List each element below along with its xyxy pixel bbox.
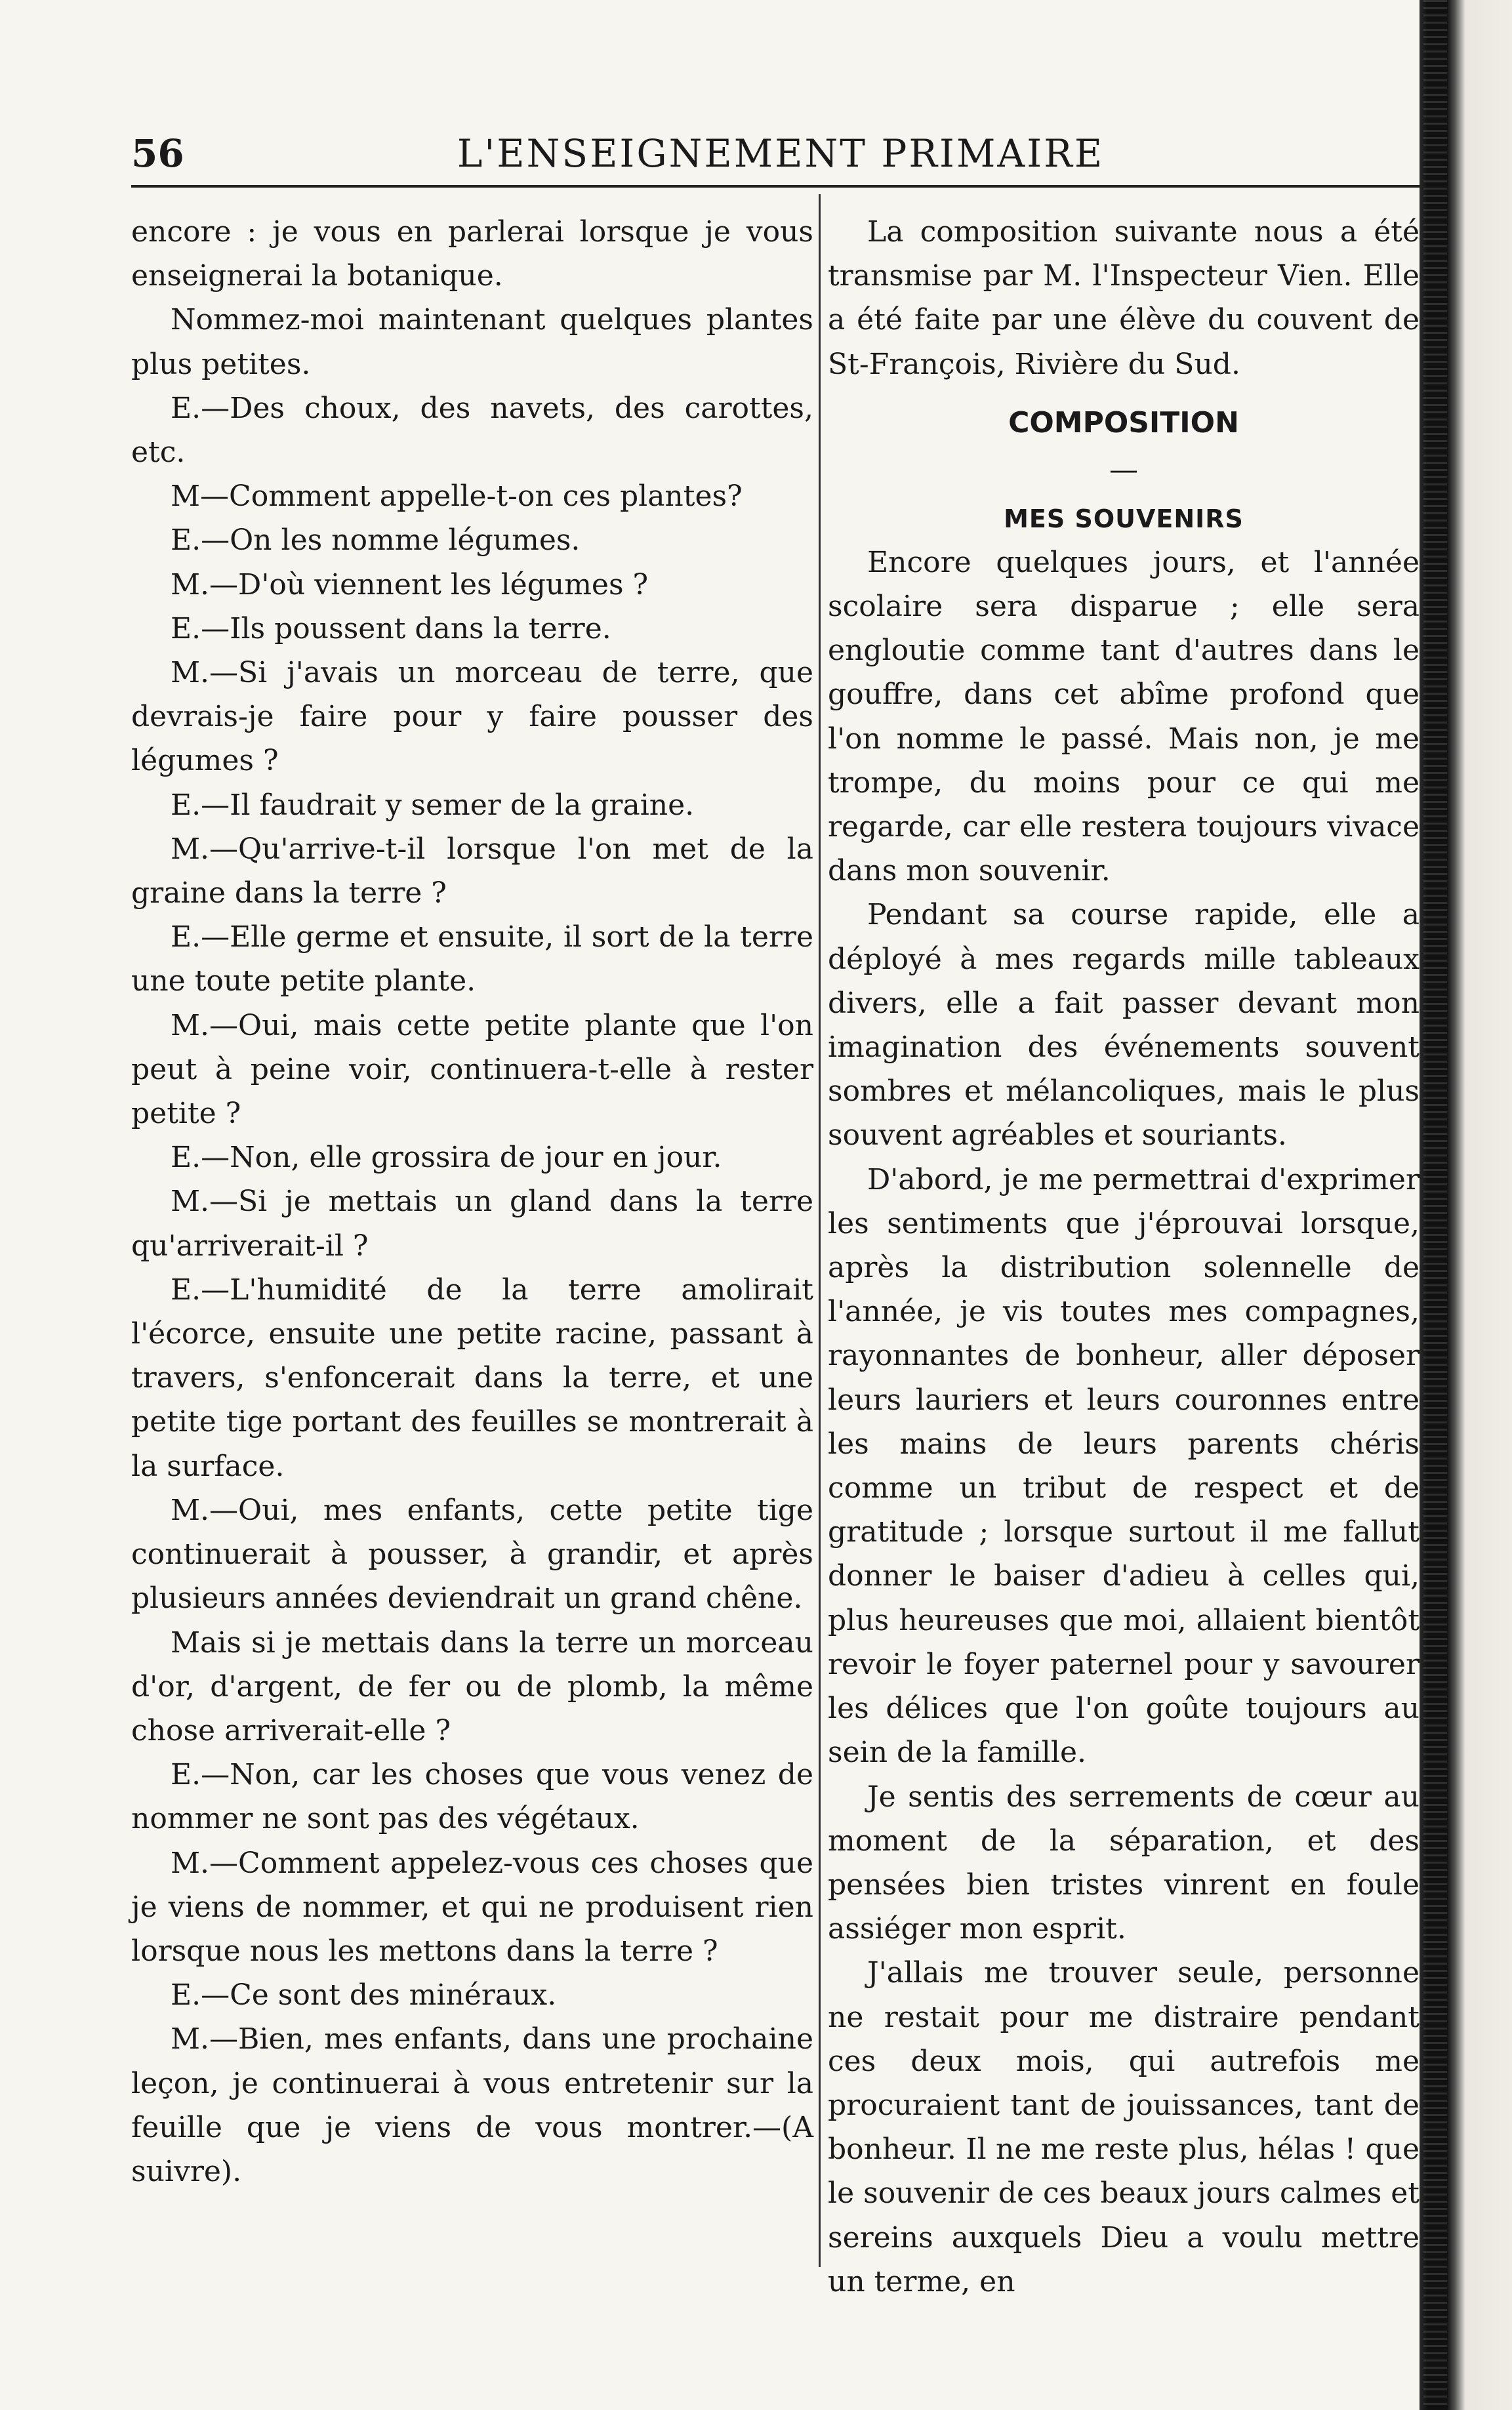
dialogue-paragraph: E.—Non, elle grossira de jour en jour. bbox=[171, 1141, 722, 1175]
dialogue-paragraph: M.—Oui, mais cette petite plante que l'on peut à peine voir, continuera-t-elle à rester petite ? bbox=[131, 1008, 813, 1131]
dialogue-paragraph: M.—Oui, mes enfants, cette petite tige continuerait à pousser, à grandir, et après plusieurs années deviendrait un grand chêne. bbox=[131, 1493, 813, 1616]
dialogue-paragraph: E.—Il faudrait y semer de la graine. bbox=[171, 788, 695, 822]
composition-paragraph: Encore quelques jours, et l'année scolaire sera disparue ; elle sera engloutie comme tant d'autres dans le gouffre, dans cet abîme profond que l'on nomme le passé. Mais non, je me trompe, du moins pour ce qui me regarde, car elle restera toujours vivace dans mon souvenir. bbox=[828, 545, 1420, 888]
dialogue-paragraph: Mais si je mettais dans la terre un morceau d'or, d'argent, de fer ou de plomb, la même chose arriverait-elle ? bbox=[131, 1625, 813, 1747]
dialogue-paragraph: E.—L'humidité de la terre amolirait l'écorce, ensuite une petite racine, passant à travers, s'enfoncerait dans la terre, et une petite tige portant des feuilles se montrerait à la surface. bbox=[131, 1273, 813, 1483]
dialogue-paragraph: M.—Si je mettais un gland dans la terre qu'arriverait-il ? bbox=[131, 1185, 813, 1263]
page-header bbox=[131, 131, 1430, 184]
section-title: MES SOUVENIRS bbox=[1004, 504, 1244, 533]
dialogue-paragraph: M—Comment appelle-t-on ces plantes? bbox=[171, 480, 743, 514]
left-column bbox=[131, 210, 813, 2194]
scan-edge-shadow bbox=[1420, 0, 1512, 2410]
dialogue-paragraph: encore : je vous en parlerai lorsque je vous enseignerai la botanique. bbox=[131, 215, 813, 293]
dialogue-paragraph: M.—Comment appelez-vous ces choses que je viens de nommer, et qui ne produisent rien lorsque nous les mettons dans la terre ? bbox=[131, 1846, 813, 1968]
composition-paragraph: Je sentis des serrements de cœur au moment de la séparation, et des pensées bien tristes vinrent en foule assiéger mon esprit. bbox=[828, 1780, 1420, 1946]
title-dash: — bbox=[1109, 453, 1138, 487]
header-rule bbox=[131, 185, 1430, 188]
dialogue-paragraph: M.—Si j'avais un morceau de terre, que devrais-je faire pour y faire pousser des légumes ? bbox=[131, 656, 813, 778]
page-number: 56 bbox=[131, 131, 184, 176]
composition-intro: La composition suivante nous a été transmise par M. l'Inspecteur Vien. Elle a été faite par une élève du couvent de St-François, Rivière du Sud. bbox=[828, 215, 1420, 381]
dialogue-paragraph: E.—Des choux, des navets, des carottes, etc. bbox=[131, 391, 813, 470]
composition-paragraph: J'allais me trouver seule, personne ne restait pour me distraire pendant ces deux mois, qui autrefois me procuraient tant de jouissances, tant de bonheur. Il ne me reste plus, hélas ! que le souvenir de ces beaux jours calmes et sereins auxquels Dieu a voulu mettre un terme, en bbox=[828, 1956, 1420, 2298]
dialogue-paragraph: M.—Qu'arrive-t-il lorsque l'on met de la graine dans la terre ? bbox=[131, 832, 813, 910]
column-divider bbox=[819, 194, 821, 2267]
composition-paragraph: Pendant sa course rapide, elle a déployé à mes regards mille tableaux divers, elle a fait passer devant mon imagination des événements souvent sombres et mélancoliques, mais le plus souvent agréables et souriants. bbox=[828, 898, 1420, 1153]
dialogue-paragraph: E.—Ce sont des minéraux. bbox=[171, 1978, 557, 2012]
running-head: L'ENSEIGNEMENT PRIMAIRE bbox=[457, 131, 1105, 176]
composition-title: COMPOSITION bbox=[1008, 405, 1239, 439]
dialogue-paragraph: E.—On les nomme légumes. bbox=[171, 523, 581, 558]
dialogue-paragraph: M.—Bien, mes enfants, dans une prochaine leçon, je continuerai à vous entretenir sur la feuille que je viens de vous montrer.—(A suivre). bbox=[131, 2022, 813, 2188]
dialogue-paragraph: Nommez-moi maintenant quelques plantes plus petites. bbox=[131, 303, 813, 381]
dialogue-paragraph: M.—D'où viennent les légumes ? bbox=[171, 567, 649, 602]
dialogue-paragraph: E.—Non, car les choses que vous venez de nommer ne sont pas des végétaux. bbox=[131, 1758, 813, 1836]
dialogue-paragraph: E.—Elle germe et ensuite, il sort de la terre une toute petite plante. bbox=[131, 920, 813, 998]
dialogue-paragraph: E.—Ils poussent dans la terre. bbox=[171, 611, 611, 645]
composition-paragraph: D'abord, je me permettrai d'exprimer les sentiments que j'éprouvai lorsque, après la distribution solennelle de l'année, je vis toutes mes compagnes, rayonnantes de bonheur, aller déposer leurs lauriers et leurs couronnes entre les mains de leurs parents chéris comme un tribut de respect et de gratitude ; lorsque surtout il me fallut donner le baiser d'adieu à celles qui, plus heureuses que moi, allaient bientôt revoir le foyer paternel pour y savourer les délices que l'on goûte toujours au sein de la famille. bbox=[828, 1162, 1420, 1770]
right-column bbox=[828, 210, 1420, 2304]
